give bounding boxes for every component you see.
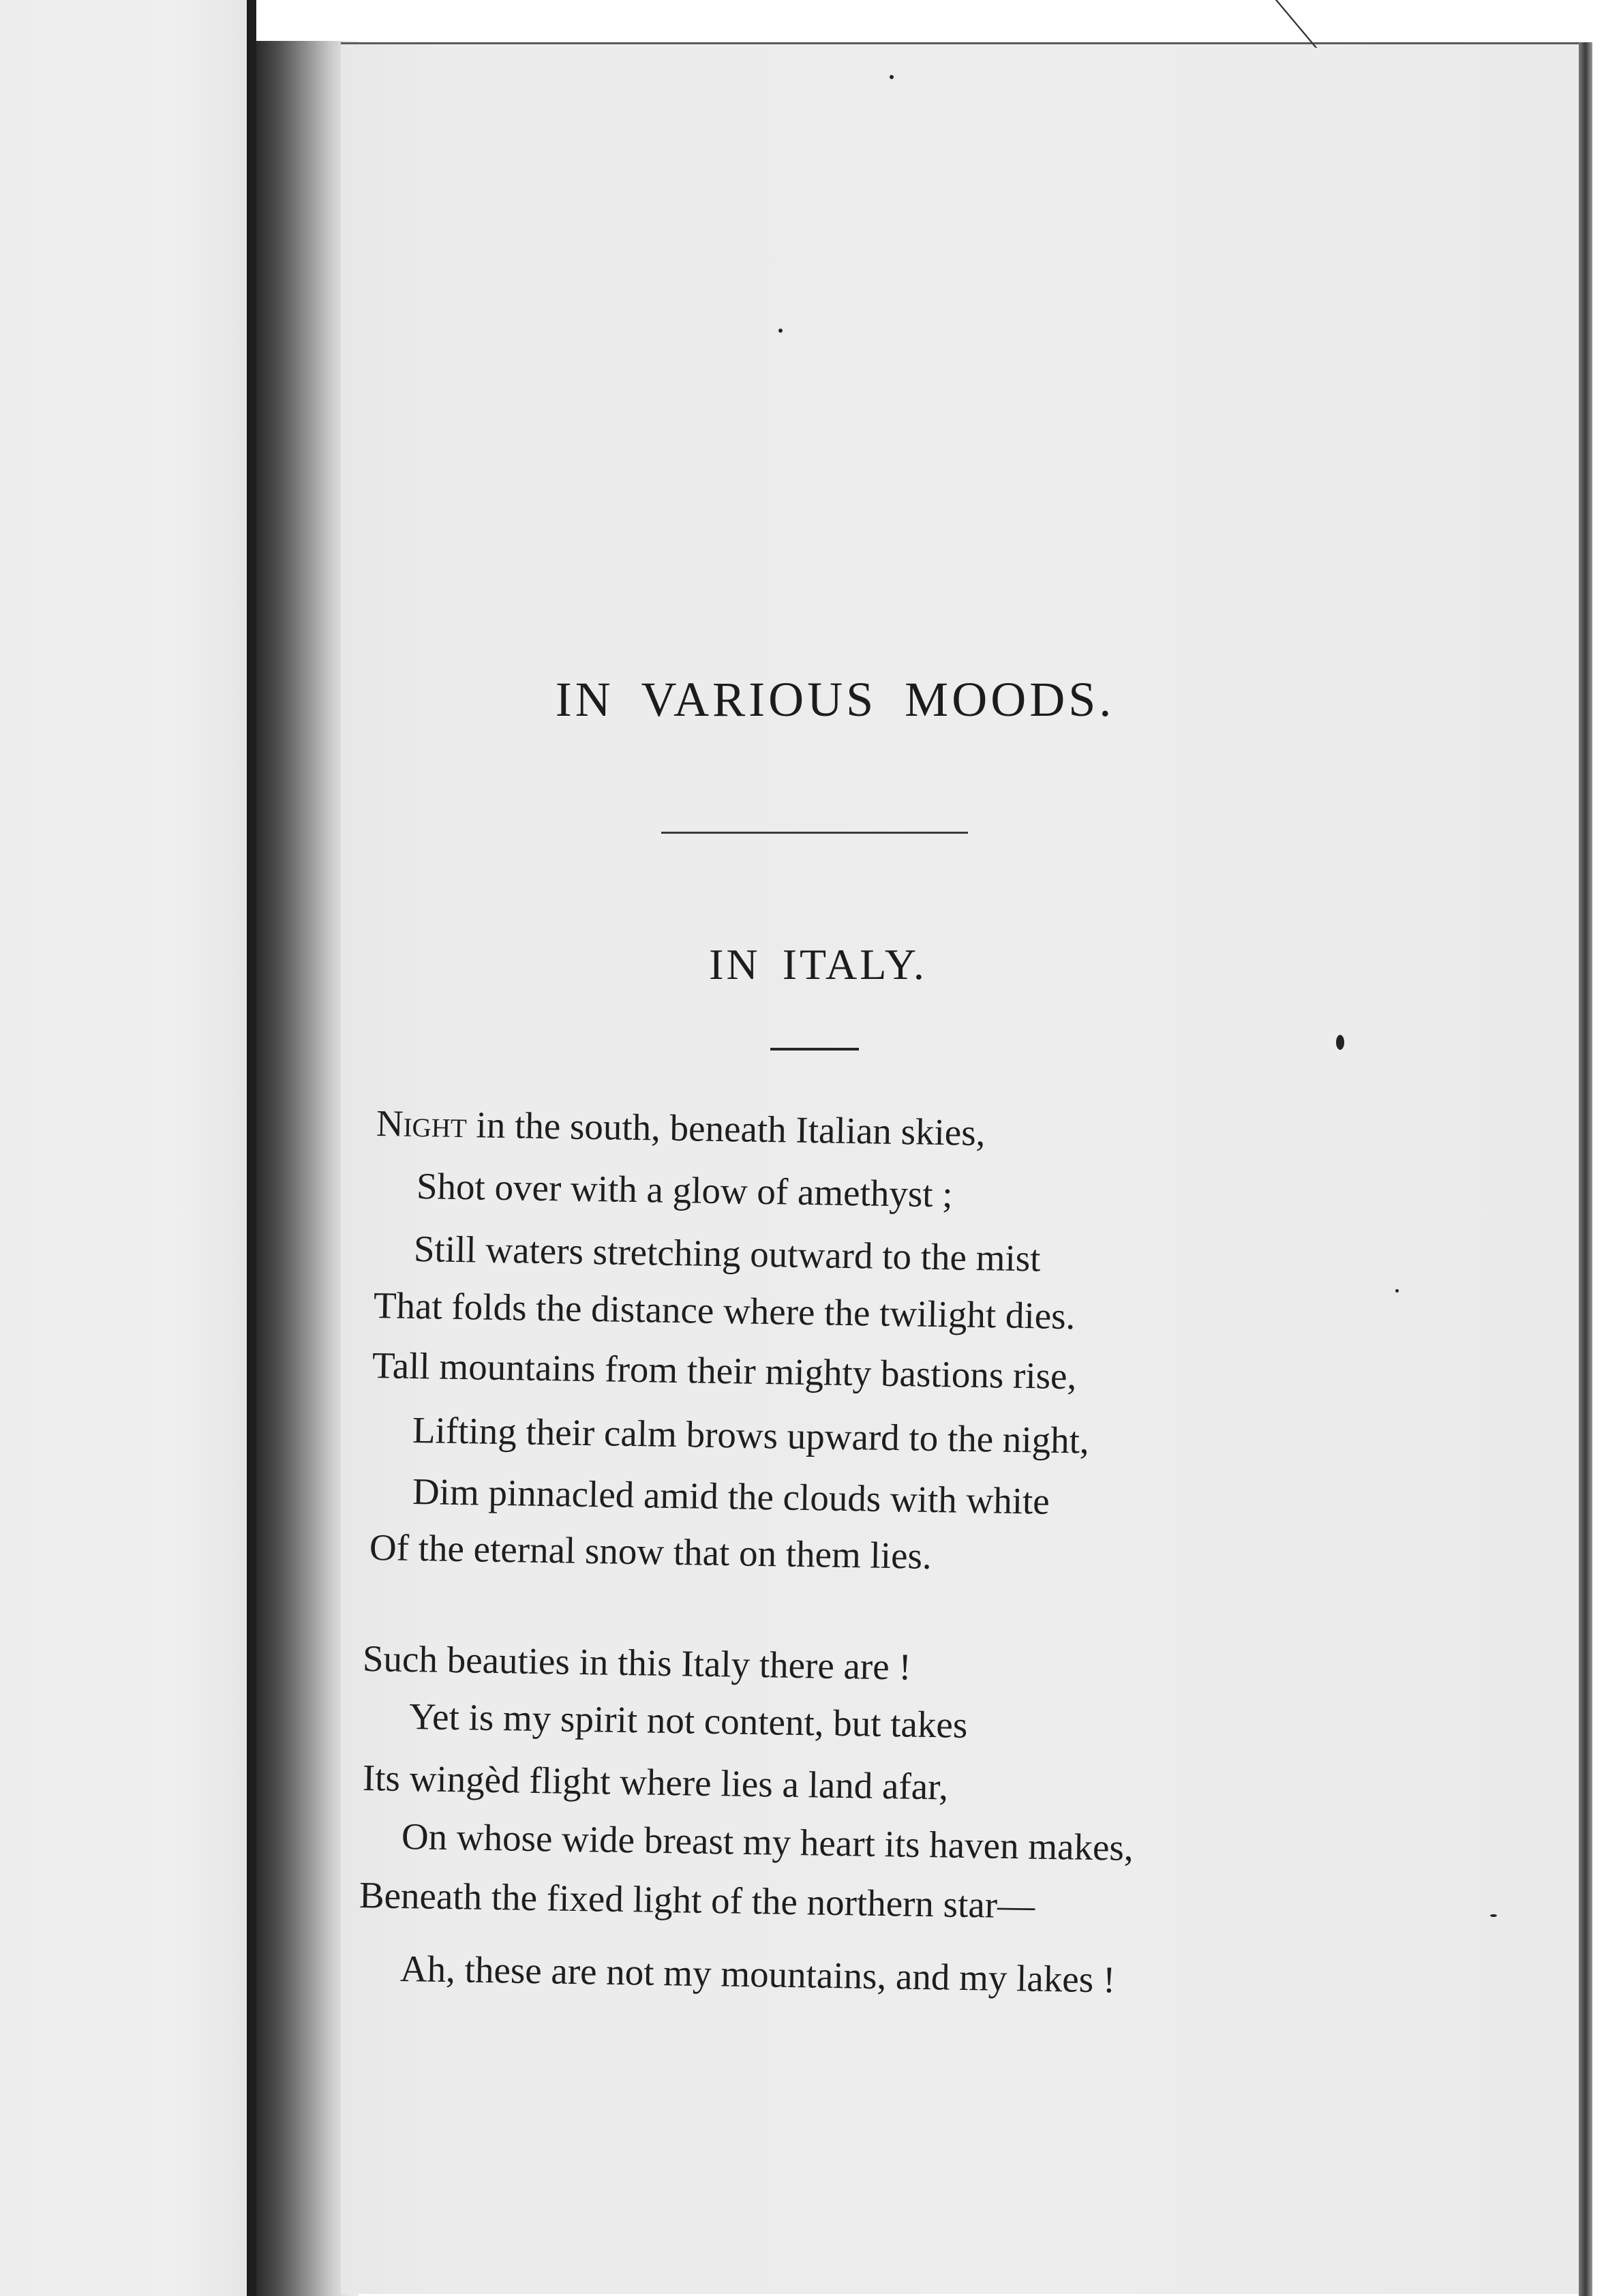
poem-lead-word: Night — [376, 1102, 468, 1146]
poem-line: Night in the south, beneath Italian skies, — [376, 1102, 986, 1154]
poem-line: Such beauties in this Italy there are ! — [362, 1637, 912, 1688]
poem-line: On whose wide breast my heart its haven makes, — [401, 1815, 1134, 1869]
ink-speck — [1336, 1035, 1344, 1050]
section-divider-rule — [661, 832, 968, 834]
poem-line: Shot over with a glow of amethyst ; — [416, 1165, 954, 1215]
left-page-edge — [247, 0, 256, 2296]
poem-line: That folds the distance where the twilight dies. — [373, 1284, 1076, 1338]
poem-line: Of the eternal snow that on them lies. — [369, 1526, 933, 1577]
poem-line: Its wingèd flight where lies a land afar, — [362, 1757, 949, 1808]
poem-line: Dim pinnacled amid the clouds with white — [412, 1470, 1050, 1522]
poem-title: IN ITALY. — [709, 940, 927, 988]
ink-speck — [890, 75, 894, 79]
page-corner-mark — [1275, 0, 1372, 48]
ink-speck — [1395, 1289, 1399, 1293]
poem-line: Ah, these are not my mountains, and my lakes ! — [399, 1948, 1116, 2001]
ink-speck — [1490, 1914, 1497, 1917]
poem-line: Lifting their calm brows upward to the night, — [412, 1409, 1090, 1462]
poem-line: Yet is my spirit not content, but takes — [408, 1695, 968, 1746]
poem-line: Beneath the fixed light of the northern star— — [359, 1874, 1035, 1927]
poem-title-rule — [770, 1048, 859, 1051]
ink-speck — [778, 329, 783, 333]
left-page-blank — [0, 0, 256, 2296]
page-stack-edge — [1579, 42, 1592, 2296]
section-title: IN VARIOUS MOODS. — [555, 672, 1115, 727]
poem-line: Still waters stretching outward to the mist — [413, 1228, 1041, 1280]
poem-line: Tall mountains from their mighty bastions rise, — [372, 1344, 1077, 1398]
